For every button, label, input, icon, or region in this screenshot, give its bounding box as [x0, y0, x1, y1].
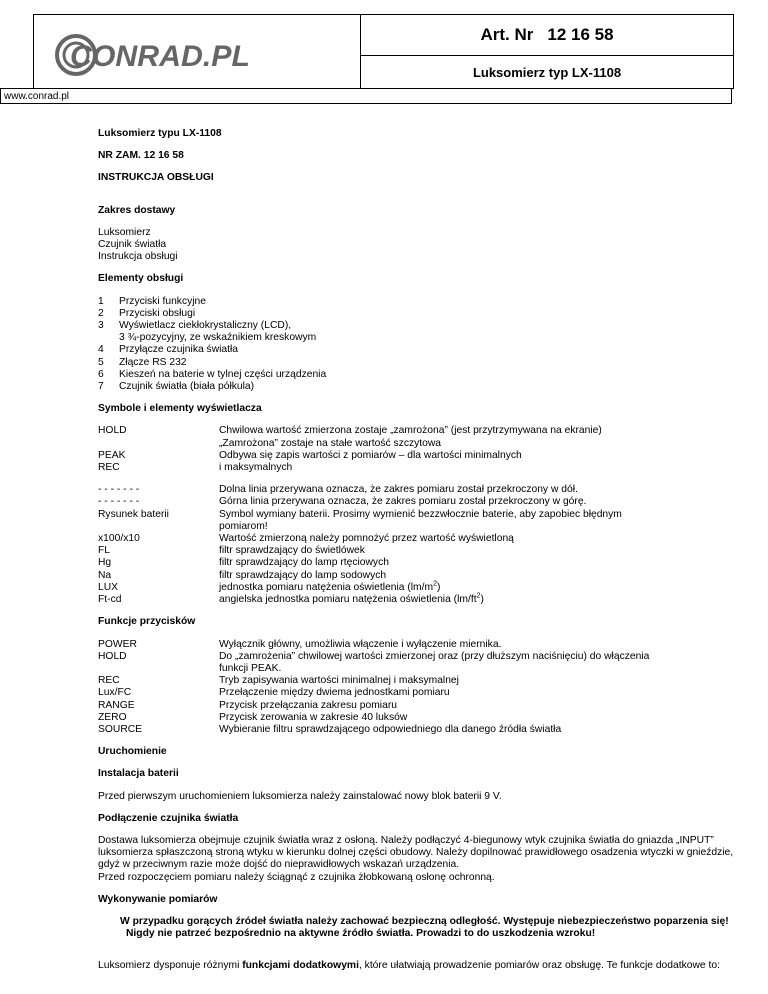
doc-title: Luksomierz typu LX-1108: [98, 128, 222, 139]
symbol-row: [98, 570, 734, 582]
measure-heading: Wykonywanie pomiarów: [98, 893, 218, 905]
document-body: [98, 128, 734, 973]
symbol-desc: Chwilowa wartość zmierzona zostaje „zamrożona” (jest przytrzymywana na ekranie): [219, 425, 602, 437]
function-row: [98, 700, 734, 712]
controls-heading: Elementy obsługi: [98, 273, 184, 285]
symbol-desc: i maksymalnych: [219, 462, 293, 474]
function-row: [98, 663, 734, 675]
function-key: ZERO: [98, 711, 127, 723]
symbol-desc: Górna linia przerywana oznacza, że zakres pomiaru został przekroczony w górę.: [219, 496, 587, 508]
symbol-row: [98, 509, 734, 521]
article-label: Art. Nr: [480, 25, 534, 44]
control-number: 3: [98, 320, 104, 332]
function-desc: Wyłącznik główny, umożliwia włączenie i wyłączenie miernika.: [219, 638, 502, 650]
symbols-heading: Symbole i elementy wyświetlacza: [98, 403, 262, 415]
symbol-label: REC: [98, 462, 120, 474]
scope-item: Luksomierz: [98, 226, 151, 238]
symbol-row: [98, 521, 734, 533]
symbol-desc: filtr sprawdzający do lamp sodowych: [219, 569, 387, 581]
startup-heading: Uruchomienie: [98, 746, 167, 758]
control-item: [98, 320, 734, 332]
function-desc: Przycisk zerowania w zakresie 40 luksów: [219, 711, 408, 723]
function-desc: Przełączenie między dwiema jednostkami pomiaru: [219, 687, 450, 699]
symbol-row: [98, 533, 734, 545]
function-desc: funkcji PEAK.: [219, 662, 282, 674]
function-desc: Tryb zapisywania wartości minimalnej i maksymalnej: [219, 675, 459, 687]
control-text: Przyciski obsługi: [119, 307, 196, 319]
control-number: 4: [98, 344, 104, 356]
svg-text:CONRAD.PL: CONRAD.PL: [70, 40, 250, 73]
header-box: [33, 14, 734, 89]
symbols-list-a: [98, 425, 734, 474]
control-item: [98, 344, 734, 356]
symbol-desc: filtr sprawdzający do lamp rtęciowych: [219, 557, 389, 569]
symbol-desc: pomiarom!: [219, 520, 268, 532]
control-number: 1: [98, 295, 104, 307]
control-item: [98, 369, 734, 381]
sensor-line: Przed rozpoczęciem pomiaru należy ściągnąć z czujnika żłobkowaną osłonę ochronną.: [98, 871, 495, 883]
warning-line-1: W przypadku gorących źródeł światła należy zachować bezpieczną odległość. Występuje niebezpieczeństwo poparzenia się!: [120, 915, 729, 927]
symbol-row: [98, 496, 734, 508]
function-desc: Wybieranie filtru sprawdzającego odpowiedniego dla danego źródła światła: [219, 723, 562, 735]
article-value: 12 16 58: [547, 25, 614, 44]
function-key: [98, 663, 219, 675]
control-number: [98, 332, 119, 344]
scope-list: [98, 227, 734, 264]
function-desc: Do „zamrożenia” chwilowej wartości zmierzonej oraz (przy dłuższym naciśnięciu) do włączenia: [219, 650, 650, 662]
symbol-row: Ft-cd angielska jednostka pomiaru natężenia oświetlenia $(lm/ft^2)$: [98, 592, 484, 606]
symbol-label: FL: [98, 545, 111, 557]
function-row: [98, 639, 734, 651]
symbol-label: [98, 438, 219, 450]
symbol-desc: filtr sprawdzający do świetlówek: [219, 545, 365, 557]
article-number: [361, 15, 733, 56]
control-text: Przyłącze czujnika światła: [119, 344, 239, 356]
symbol-desc: Dolna linia przerywana oznacza, że zakres pomiaru został przekroczony w dół.: [219, 484, 578, 496]
control-text: Wyświetlacz ciekłokrystaliczny (LCD),: [119, 320, 292, 332]
control-item: [98, 332, 734, 344]
controls-list: [98, 296, 734, 394]
control-number: 6: [98, 368, 104, 380]
sensor-line: gdyż w przeciwnym razie może dojść do nieprawidłowych wskazań urządzenia.: [98, 859, 460, 871]
scope-item: Czujnik światła: [98, 239, 167, 251]
function-key: REC: [98, 675, 120, 687]
scope-item: Instrukcja obsługi: [98, 251, 178, 263]
symbol-desc: Symbol wymiany baterii. Prosimy wymienić bezzwłocznie baterie, aby zapobiec błędnym: [219, 508, 622, 520]
sensor-heading: Podłączenie czujnika światła: [98, 812, 239, 824]
symbol-row: [98, 557, 734, 569]
url-bar: www.conrad.pl: [0, 88, 732, 104]
final-paragraph: Luksomierz dysponuje różnymi funkcjami dodatkowymi, które ułatwiają prowadzenie pomiarów oraz obsługę. Te funkcje dodatkowe to:: [98, 960, 720, 972]
manual-heading: INSTRUKCJA OBSŁUGI: [98, 172, 214, 184]
symbol-label: [98, 521, 219, 533]
control-text: Czujnik światła (biała półkula): [119, 381, 255, 393]
control-item: [98, 357, 734, 369]
symbol-label: - - - - - - -: [98, 484, 140, 496]
function-row: [98, 724, 734, 736]
symbol-label: - - - - - - -: [98, 496, 140, 508]
function-key: HOLD: [98, 650, 127, 662]
symbol-desc: Odbywa się zapis wartości z pomiarów – dla wartości minimalnych: [219, 449, 522, 461]
control-number: 5: [98, 356, 104, 368]
functions-heading: Funkcje przycisków: [98, 616, 196, 628]
function-key: Lux/FC: [98, 687, 132, 699]
control-text: Przyciski funkcyjne: [119, 295, 206, 307]
symbol-row: LUX jednostka pomiaru natężenia oświetlenia $(lm/m^2)$: [98, 580, 441, 593]
function-row: [98, 651, 734, 663]
control-item: [98, 308, 734, 320]
symbol-label: Hg: [98, 557, 112, 569]
symbol-desc: „Zamrożona” zostaje na stałe wartość szczytowa: [219, 437, 442, 449]
symbol-label: HOLD: [98, 425, 127, 437]
control-number: 2: [98, 307, 104, 319]
symbol-label: x100/x10: [98, 533, 140, 545]
sensor-line: Dostawa luksomierza obejmuje czujnik światła wraz z osłoną. Należy podłączyć 4-biegunowy wtyk czujnika światła do gniazda „INPUT”: [98, 834, 714, 846]
symbol-row: [98, 545, 734, 557]
symbol-label: PEAK: [98, 449, 126, 461]
symbols-list-b: [98, 484, 734, 582]
control-number: 7: [98, 381, 104, 393]
function-key: RANGE: [98, 699, 135, 711]
function-row: [98, 675, 734, 687]
symbol-label: Rysunek baterii: [98, 508, 169, 520]
symbol-row: [98, 450, 734, 462]
functions-list: [98, 639, 734, 737]
symbol-row: [98, 484, 734, 496]
symbol-row: [98, 425, 734, 437]
symbol-row: [98, 438, 734, 450]
function-desc: Przycisk przełączania zakresu pomiaru: [219, 699, 397, 711]
control-text: Złącze RS 232: [119, 356, 187, 368]
control-text: 3 ¾-pozycyjny, ze wskaźnikiem kreskowym: [119, 332, 317, 344]
conrad-logo: [54, 33, 254, 77]
product-subtitle: Luksomierz typ LX-1108: [472, 64, 622, 80]
control-text: Kieszeń na baterie w tylnej części urządzenia: [119, 368, 327, 380]
control-item: [98, 381, 734, 393]
battery-heading: Instalacja baterii: [98, 768, 179, 780]
battery-text: Przed pierwszym uruchomieniem luksomierza należy zainstalować nowy blok baterii 9 V.: [98, 790, 502, 802]
control-item: [98, 296, 734, 308]
symbol-label: Na: [98, 569, 112, 581]
sensor-line: luksomierza spłaszczoną stroną wtyku w kierunku dolnej części obudowy. Należy dopilnować prawidłowego osadzenia wtyczki w gnieździe,: [98, 847, 734, 859]
logo-cell: [34, 15, 361, 88]
function-row: [98, 687, 734, 699]
symbol-row: [98, 462, 734, 474]
scope-heading: Zakres dostawy: [98, 204, 176, 216]
function-key: POWER: [98, 638, 137, 650]
function-key: SOURCE: [98, 723, 143, 735]
function-row: [98, 712, 734, 724]
symbol-desc: Wartość zmierzoną należy pomnożyć przez wartość wyświetloną: [219, 533, 514, 545]
sensor-text: [98, 835, 734, 884]
order-number: NR ZAM. 12 16 58: [98, 150, 184, 162]
warning-line-2: Nigdy nie patrzeć bezpośrednio na aktywne źródło światła. Prowadzi to do uszkodzenia wzroku!: [126, 928, 596, 940]
